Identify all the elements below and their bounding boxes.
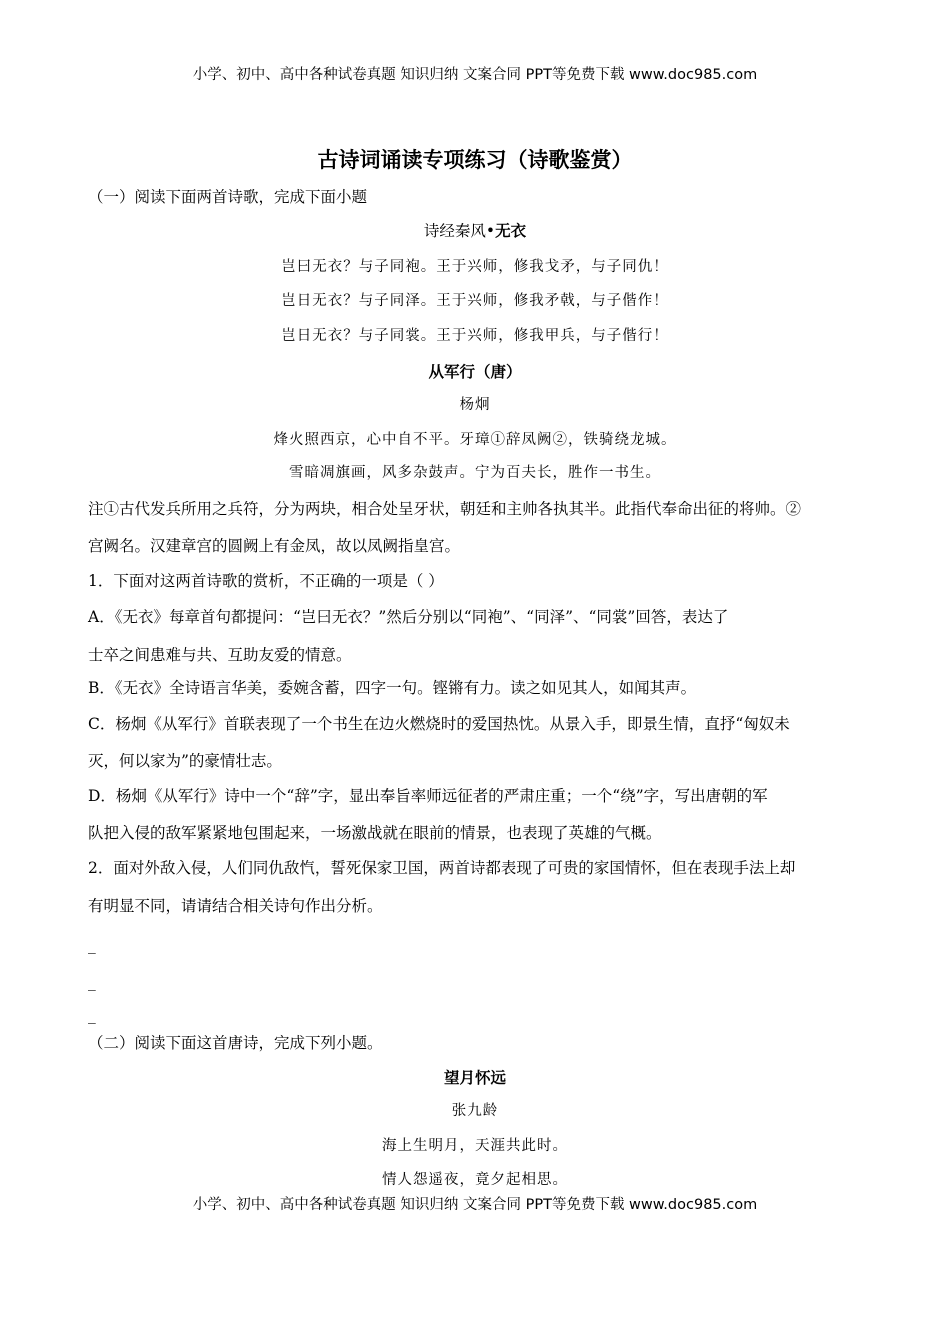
poem2-line: 雪暗凋旗画，风多杂鼓声。宁为百夫长，胜作一书生。 (289, 465, 661, 481)
question-2-cont: 有明显不同，请请结合相关诗句作出分析。 (88, 897, 383, 915)
page-footer: 小学、初中、高中各种试卷真题 知识归纳 文案合同 PPT等免费下载 www.doc985.com (192, 1197, 758, 1213)
section1-heading: （一）阅读下面两首诗歌，完成下面小题 (88, 188, 368, 206)
question-1-stem: 1．下面对这两首诗歌的赏析，不正确的一项是（ ） (88, 572, 444, 590)
option-c-cont: 灭，何以家为”的豪情壮志。 (88, 752, 282, 770)
poem3-line: 情人怨遥夜，竟夕起相思。 (382, 1172, 568, 1188)
poem3-author: 张九龄 (451, 1103, 499, 1119)
answer-line: _ (88, 936, 96, 954)
poem2-line: 烽火照西京，心中自不平。牙璋①辞凤阙②，铁骑绕龙城。 (273, 432, 677, 448)
poem1-line: 岂日无衣？与子同泽。王于兴师，修我矛戟，与子偕作！ (281, 293, 669, 309)
poem1-line: 岂日无衣？与子同裳。王于兴师，修我甲兵，与子偕行！ (281, 328, 669, 344)
poem2-title: 从军行（唐） (428, 362, 522, 381)
page-title: 古诗词诵读专项练习（诗歌鉴赏） (317, 147, 633, 172)
section2-heading: （二）阅读下面这首唐诗，完成下列小题。 (88, 1034, 383, 1052)
option-d-cont: 队把入侵的敌军紧紧地包围起来，一场激战就在眼前的情景，也表现了英雄的气概。 (88, 824, 662, 842)
poem3-title: 望月怀远 (443, 1068, 506, 1087)
option-c: C．杨炯《从军行》首联表现了一个书生在边火燃烧时的爱国热忱。从景入手，即景生情，直抒“匈奴未 (88, 715, 790, 733)
option-b: B．《无衣》全诗语言华美，委婉含蓄，四字一句。铿锵有力。读之如见其人，如闻其声。 (88, 679, 697, 697)
option-a: A．《无衣》每章首句都提问：“岂曰无衣？”然后分别以“同袍”、“同泽”、“同裳”回答，表达了 (88, 608, 729, 626)
question-2: 2．面对外敌入侵，人们同仇敌忾，誓死保家卫国，两首诗都表现了可贵的家国情怀，但在表现手法上却 (88, 859, 796, 877)
option-a-cont: 士卒之间患难与共、互助友爱的情意。 (88, 646, 352, 664)
poem1-title-prefix: 诗经秦风• (423, 222, 496, 240)
poem1-line: 岂曰无衣？与子同袍。王于兴师，修我戈矛，与子同仇！ (281, 259, 669, 275)
poem2-author: 杨炯 (459, 397, 491, 413)
poem1-title-bold: 无衣 (495, 221, 527, 240)
answer-line: _ (88, 1006, 96, 1024)
poem1-title (88, 221, 862, 241)
note-line: 注①古代发兵所用之兵符，分为两块，相合处呈牙状，朝廷和主帅各执其半。此指代奉命出征的将帅。② (88, 500, 802, 518)
note-line: 宫阙名。汉建章宫的圆阙上有金凤，故以凤阙指皇宫。 (88, 537, 461, 555)
poem3-line: 海上生明月，天涯共此时。 (382, 1138, 568, 1154)
option-d: D．杨炯《从军行》诗中一个“辞”字，显出奉旨率师远征者的严肃庄重；一个“绕”字，写出唐朝的军 (88, 787, 768, 805)
answer-line: _ (88, 973, 96, 991)
page-header: 小学、初中、高中各种试卷真题 知识归纳 文案合同 PPT等免费下载 www.doc985.com (192, 67, 758, 83)
